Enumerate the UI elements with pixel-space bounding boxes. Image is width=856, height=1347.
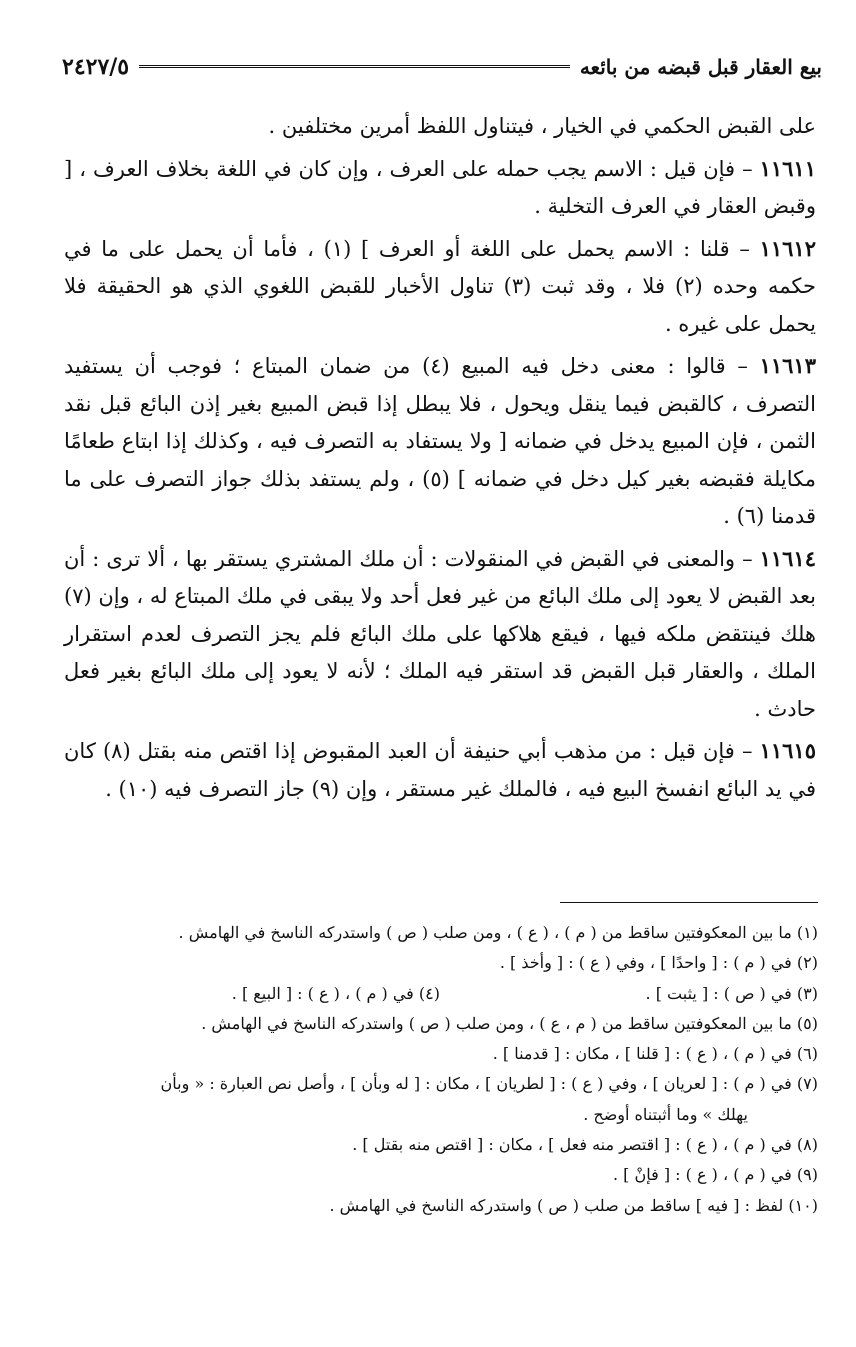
header-rule <box>139 65 570 70</box>
paragraph-11612 <box>64 230 816 344</box>
paragraph-11614 <box>64 540 816 729</box>
footnote-2: (٢) في ( م ) : [ واحدًا ] ، وفي ( ع ) : [ وأخذ ] . <box>499 953 818 973</box>
paragraph-text: – فإن قيل : الاسم يجب حمله على العرف ، وإن كان في اللغة بخلاف العرف ، [ وقبض العقار في العرف التخلية . <box>64 156 816 218</box>
paragraph-text: – والمعنى في القبض في المنقولات : أن ملك المشتري يستقر بها ، ألا ترى : أن بعد القبض لا يعود إلى ملك البائع من غير فعل أحد ولا يبقى في ملك المبتاع له ، وإن (٧) هلك فينتقض ملكه فيها ، فيقع هلاكها على ملك البائع فلم يجز التصرف لعدم استقرار الملك ، والعقار قبل القبض قد استقر فيه الملك ؛ لأنه لا يعود إلى ملك البائع بغير فعل حادث . <box>64 546 816 721</box>
paragraph-continuation <box>64 108 816 146</box>
paragraph-text: – قلنا : الاسم يحمل على اللغة أو العرف ] (١) ، فأما أن يحمل على ما في حكمه وحده (٢) فلا ، وقد ثبت (٣) تناول الأخبار للقبض اللغوي الذي هو الحقيقة فلا يحمل على غيره . <box>64 236 816 336</box>
running-title: بيع العقار قبل قبضه من بائعه <box>579 55 822 79</box>
paragraph-number: ١١٦١٤ <box>759 545 816 571</box>
paragraph-number: ١١٦١١ <box>759 155 816 181</box>
footnote-4: (٤) في ( م ) ، ( ع ) : [ البيع ] . <box>231 983 440 1003</box>
footnotes <box>62 918 818 1221</box>
footnote-divider <box>560 902 818 903</box>
footnote-6: (٦) في ( م ) ، ( ع ) : [ قلنا ] ، مكان : [ قدمنا ] . <box>492 1044 818 1064</box>
footnote-3: (٣) في ( ص ) : [ يثبت ] . <box>645 983 818 1003</box>
footnote-7: (٧) في ( م ) : [ لعريان ] ، وفي ( ع ) : [ لطريان ] ، مكان : [ له وبأن ] ، وأصل نص العبارة : « وبأن <box>160 1074 818 1094</box>
footnote-9: (٩) في ( م ) ، ( ع ) : [ فإنْ ] . <box>612 1165 818 1185</box>
page-header <box>62 50 822 84</box>
footnote-10: (١٠) لفظ : [ فيه ] ساقط من صلب ( ص ) واستدركه الناسخ في الهامش . <box>329 1195 818 1215</box>
paragraph-text: – فإن قيل : من مذهب أبي حنيفة أن العبد المقبوض إذا اقتص منه بقتل (٨) كان في يد البائع انفسخ البيع فيه ، فالملك غير مستقر ، وإن (٩) جاز التصرف فيه (١٠) . <box>64 739 816 801</box>
footnote-7-continued: يهلك » وما أثبتناه أوضح . <box>583 1104 748 1124</box>
paragraph-11615 <box>64 732 816 808</box>
footnote-5: (٥) ما بين المعكوفتين ساقط من ( م ، ع ) ، ومن صلب ( ص ) واستدركه الناسخ في الهامش . <box>201 1013 818 1033</box>
page-number: ٢٤٢٧/٥ <box>62 54 130 80</box>
paragraph-text: على القبض الحكمي في الخيار ، فيتناول اللفظ أمرين مختلفين . <box>268 114 816 138</box>
footnote-row-3-4 <box>62 979 818 1009</box>
paragraph-number: ١١٦١٥ <box>759 738 816 763</box>
footnote-8: (٨) في ( م ) ، ( ع ) : [ اقتصر منه فعل ] ، مكان : [ اقتص منه بقتل ] . <box>352 1135 818 1155</box>
paragraph-number: ١١٦١٢ <box>759 235 816 261</box>
paragraph-11611 <box>64 150 816 226</box>
paragraph-text: – قالوا : معنى دخل فيه المبيع (٤) من ضمان المبتاع ؛ فوجب أن يستفيد التصرف ، كالقبض فيما ينقل ويحول ، فلا يبطل إذا قبض المبيع بغير إذن البائع قبل نقد الثمن ، فإن المبيع يدخل في ضمانه [ ولا يستفاد به التصرف فيه ، وكذلك إذا ابتاع طعامًا مكايلة فقبضه بغير كيل دخل في ضمانه ] (٥) ، ولم يستفد بذلك جواز التصرف على ما قدمنا (٦) . <box>64 354 816 528</box>
main-text <box>64 108 816 808</box>
footnote-1: (١) ما بين المعكوفتين ساقط من ( م ) ، ( ع ) ، ومن صلب ( ص ) واستدركه الناسخ في الهامش . <box>178 923 818 942</box>
paragraph-11613 <box>64 347 816 536</box>
paragraph-number: ١١٦١٣ <box>759 353 816 378</box>
